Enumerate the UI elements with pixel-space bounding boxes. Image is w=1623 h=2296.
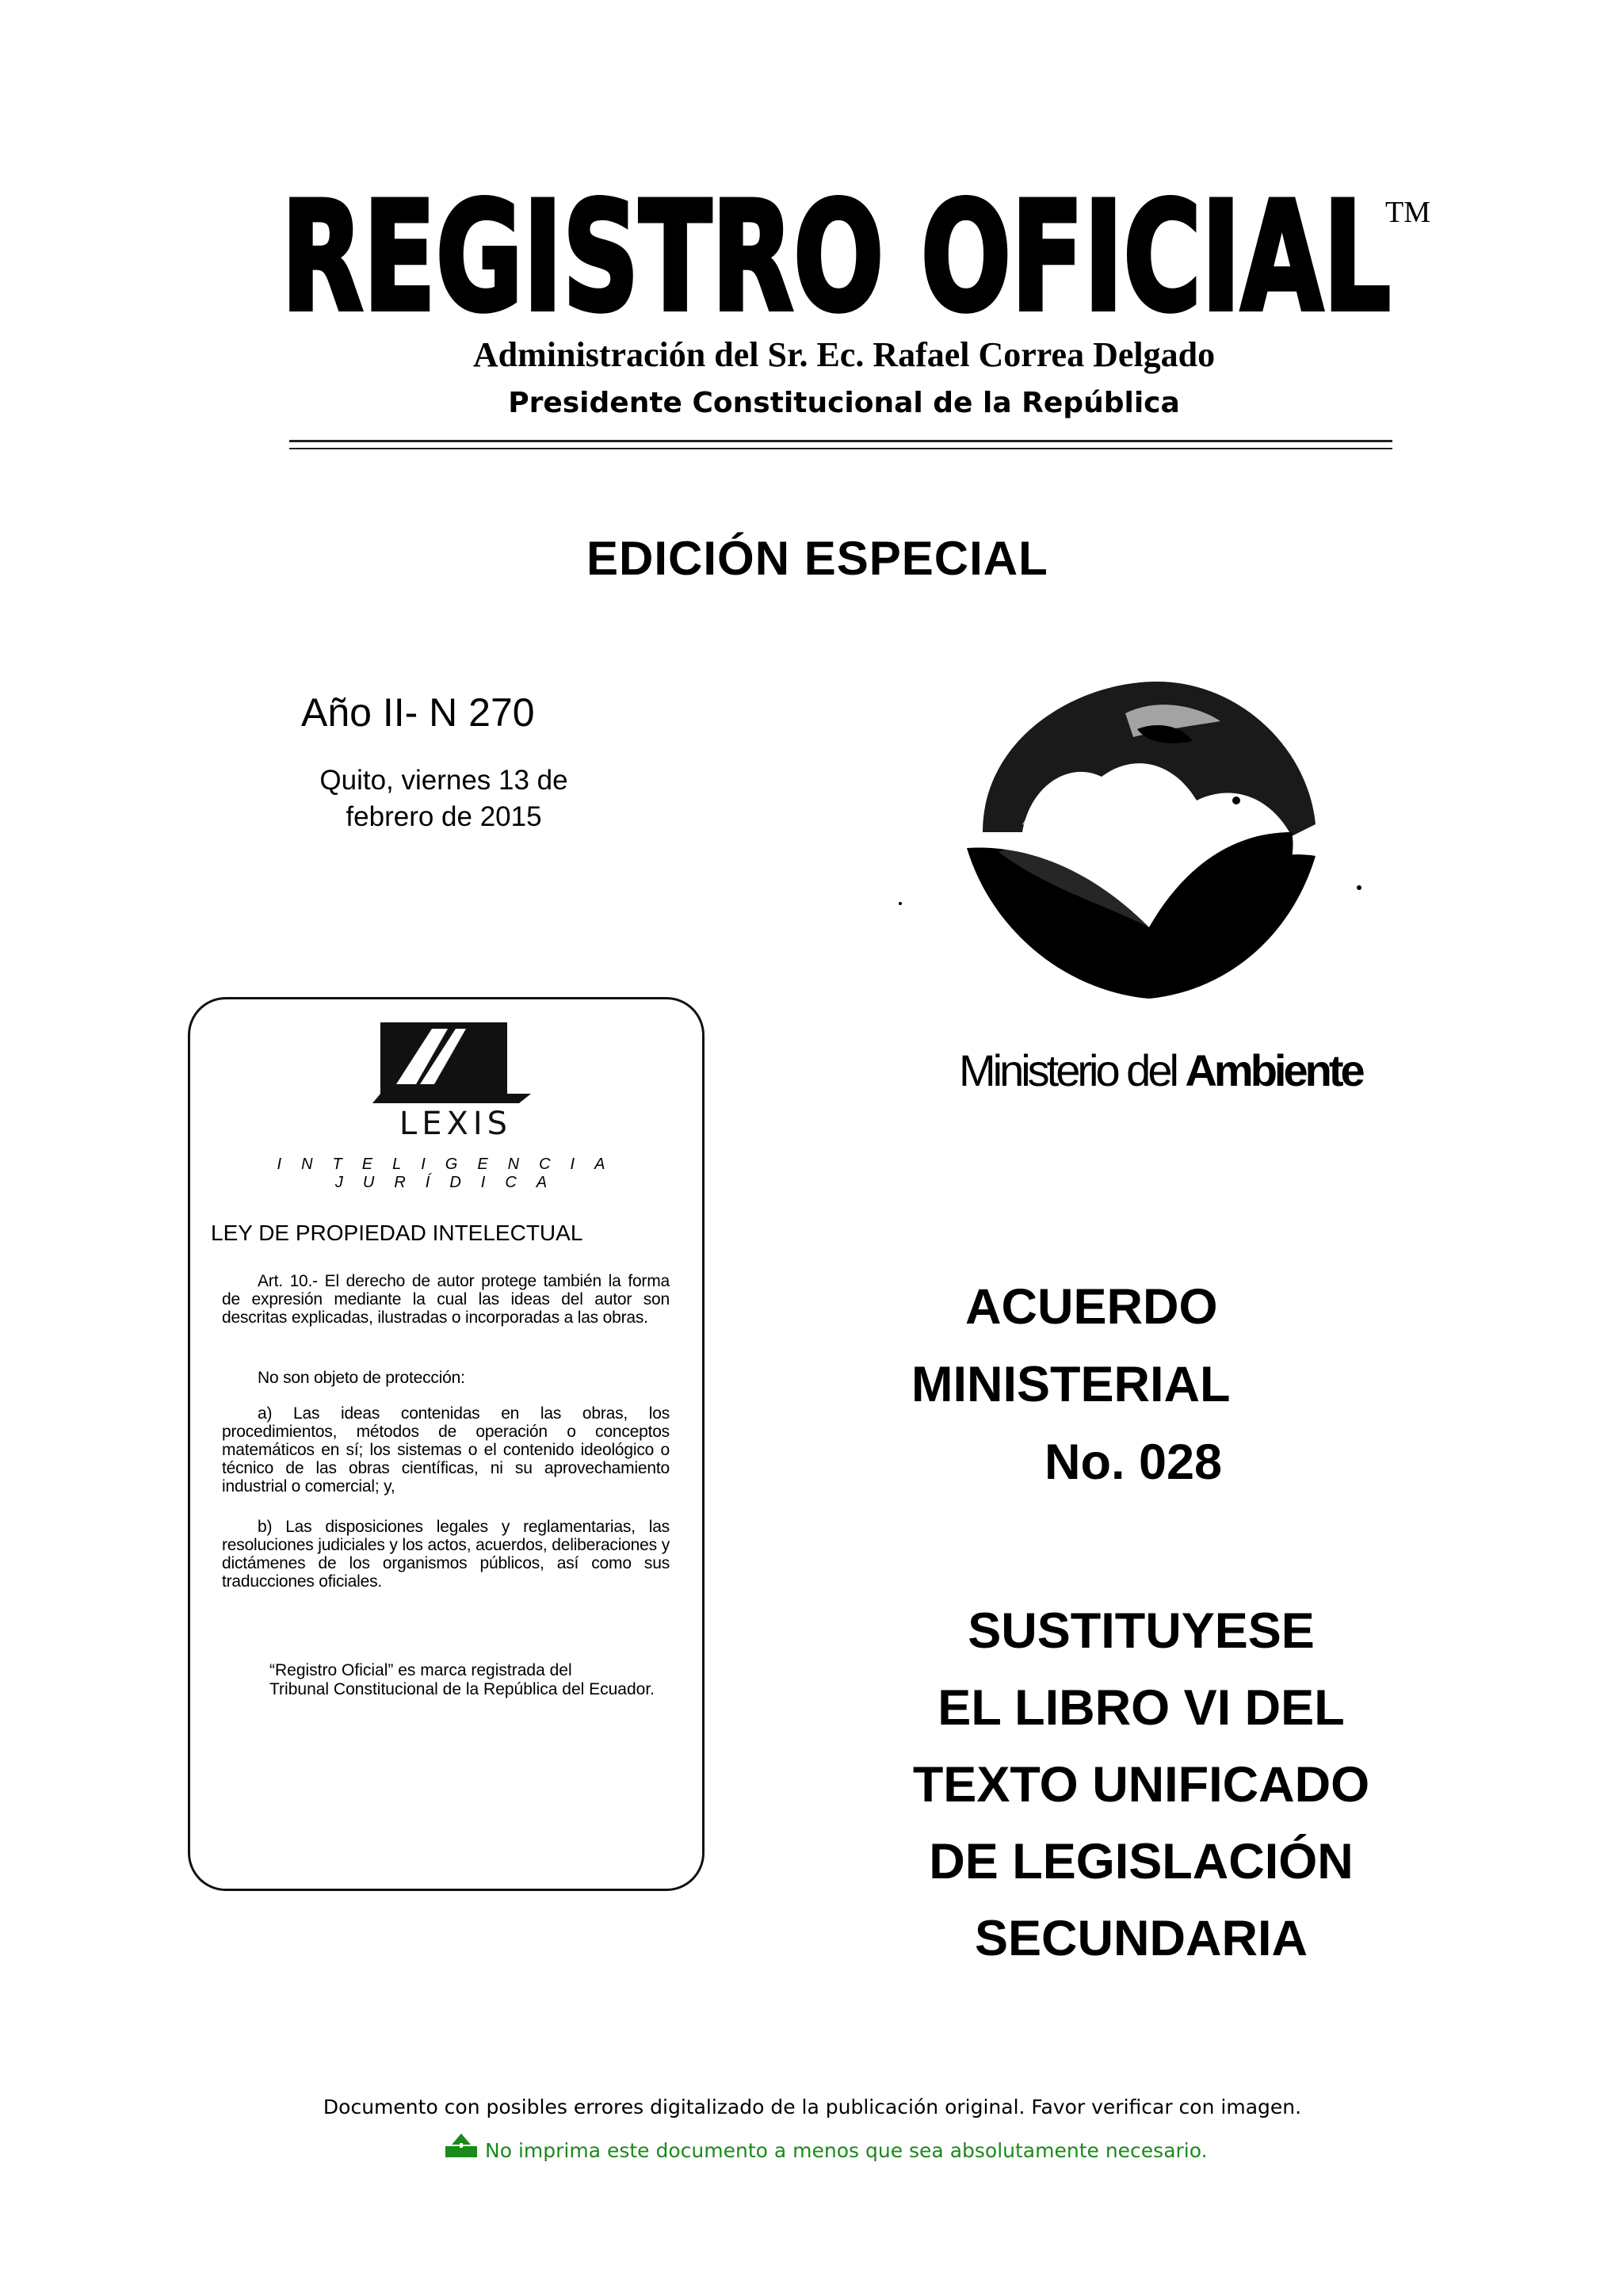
list-item — [222, 1518, 670, 1591]
trademark-note-line: Tribunal Constitucional de la República del Ecuador. — [269, 1680, 655, 1698]
headline-line: MINISTERIAL — [911, 1357, 1231, 1412]
issue-date-line: febrero de 2015 — [346, 801, 542, 832]
ministry-leaf-logo-icon — [896, 666, 1403, 1014]
list-item — [222, 1404, 670, 1496]
issue-date-line: Quito, viernes 13 de — [319, 765, 568, 796]
article-text — [222, 1272, 670, 1327]
edition-label: EDICIÓN ESPECIAL — [586, 532, 1048, 585]
footer-eco-note — [444, 2132, 1236, 2162]
administration-line: Administración del Sr. Ec. Rafael Correa Delgado — [472, 335, 1216, 374]
issue-number: Año II- N 270 — [301, 690, 535, 735]
recycle-tree-icon — [444, 2132, 479, 2160]
ministry-name — [959, 1045, 1362, 1096]
trademark-symbol: TM — [1385, 196, 1430, 229]
masthead-rule — [289, 440, 1392, 442]
subject-line: TEXTO UNIFICADO — [912, 1757, 1370, 1813]
subject-line: DE LEGISLACIÓN — [929, 1834, 1354, 1889]
lexis-logo — [372, 1021, 539, 1138]
footer-disclaimer: Documento con posibles errores digitalizado de la publicación original. Favor verificar con imagen. — [323, 2095, 1302, 2118]
trademark-note-line: “Registro Oficial” es marca registrada del — [269, 1661, 572, 1679]
masthead-title-text: REGISTRO OFICIAL — [281, 186, 1391, 325]
lexis-logo-text: LEXIS — [399, 1106, 513, 1138]
ministry-name-part: Ministerio del — [959, 1045, 1186, 1095]
article-paragraph: Art. 10.- El derecho de autor protege también la forma de expresión mediante la cual las ideas del autor son descritas explicadas, ilustradas o incorporadas a las obras. — [222, 1272, 670, 1327]
no-protection-heading: No son objeto de protección: — [258, 1369, 465, 1387]
subject-line: EL LIBRO VI DEL — [938, 1680, 1345, 1736]
subject-heading — [864, 1593, 1419, 1977]
trademark-note — [269, 1661, 713, 1699]
law-title: LEY DE PROPIEDAD INTELECTUAL — [211, 1221, 583, 1245]
subject-line: SECUNDARIA — [974, 1911, 1308, 1966]
ministry-name-part: Ambiente — [1185, 1045, 1362, 1095]
issue-date — [301, 762, 586, 835]
masthead-title — [281, 186, 1407, 325]
list-item-text: a) Las ideas contenidas en las obras, los procedimientos, métodos de operación o conceptos matemáticos en sí; los sistemas o el contenido ideológico o técnico de las obras científicas, ni su aprovechamiento industrial o comercial; y, — [222, 1404, 670, 1496]
lexis-tagline: INTELIGENCIA JURÍDICA — [277, 1156, 625, 1191]
president-line: Presidente Constitucional de la República — [508, 387, 1180, 419]
list-item-text: b) Las disposiciones legales y reglamentarias, las resoluciones judiciales y los actos, acuerdos, deliberaciones y dictámenes de los organismos públicos, así como sus traducciones oficiales. — [222, 1518, 670, 1591]
masthead-rule — [289, 448, 1392, 449]
headline-line: ACUERDO — [965, 1279, 1218, 1335]
footer-eco-text: No imprima este documento a menos que sea absolutamente necesario. — [485, 2139, 1208, 2162]
acuerdo-number: No. 028 — [1044, 1435, 1223, 1490]
subject-line: SUSTITUYESE — [968, 1603, 1315, 1659]
